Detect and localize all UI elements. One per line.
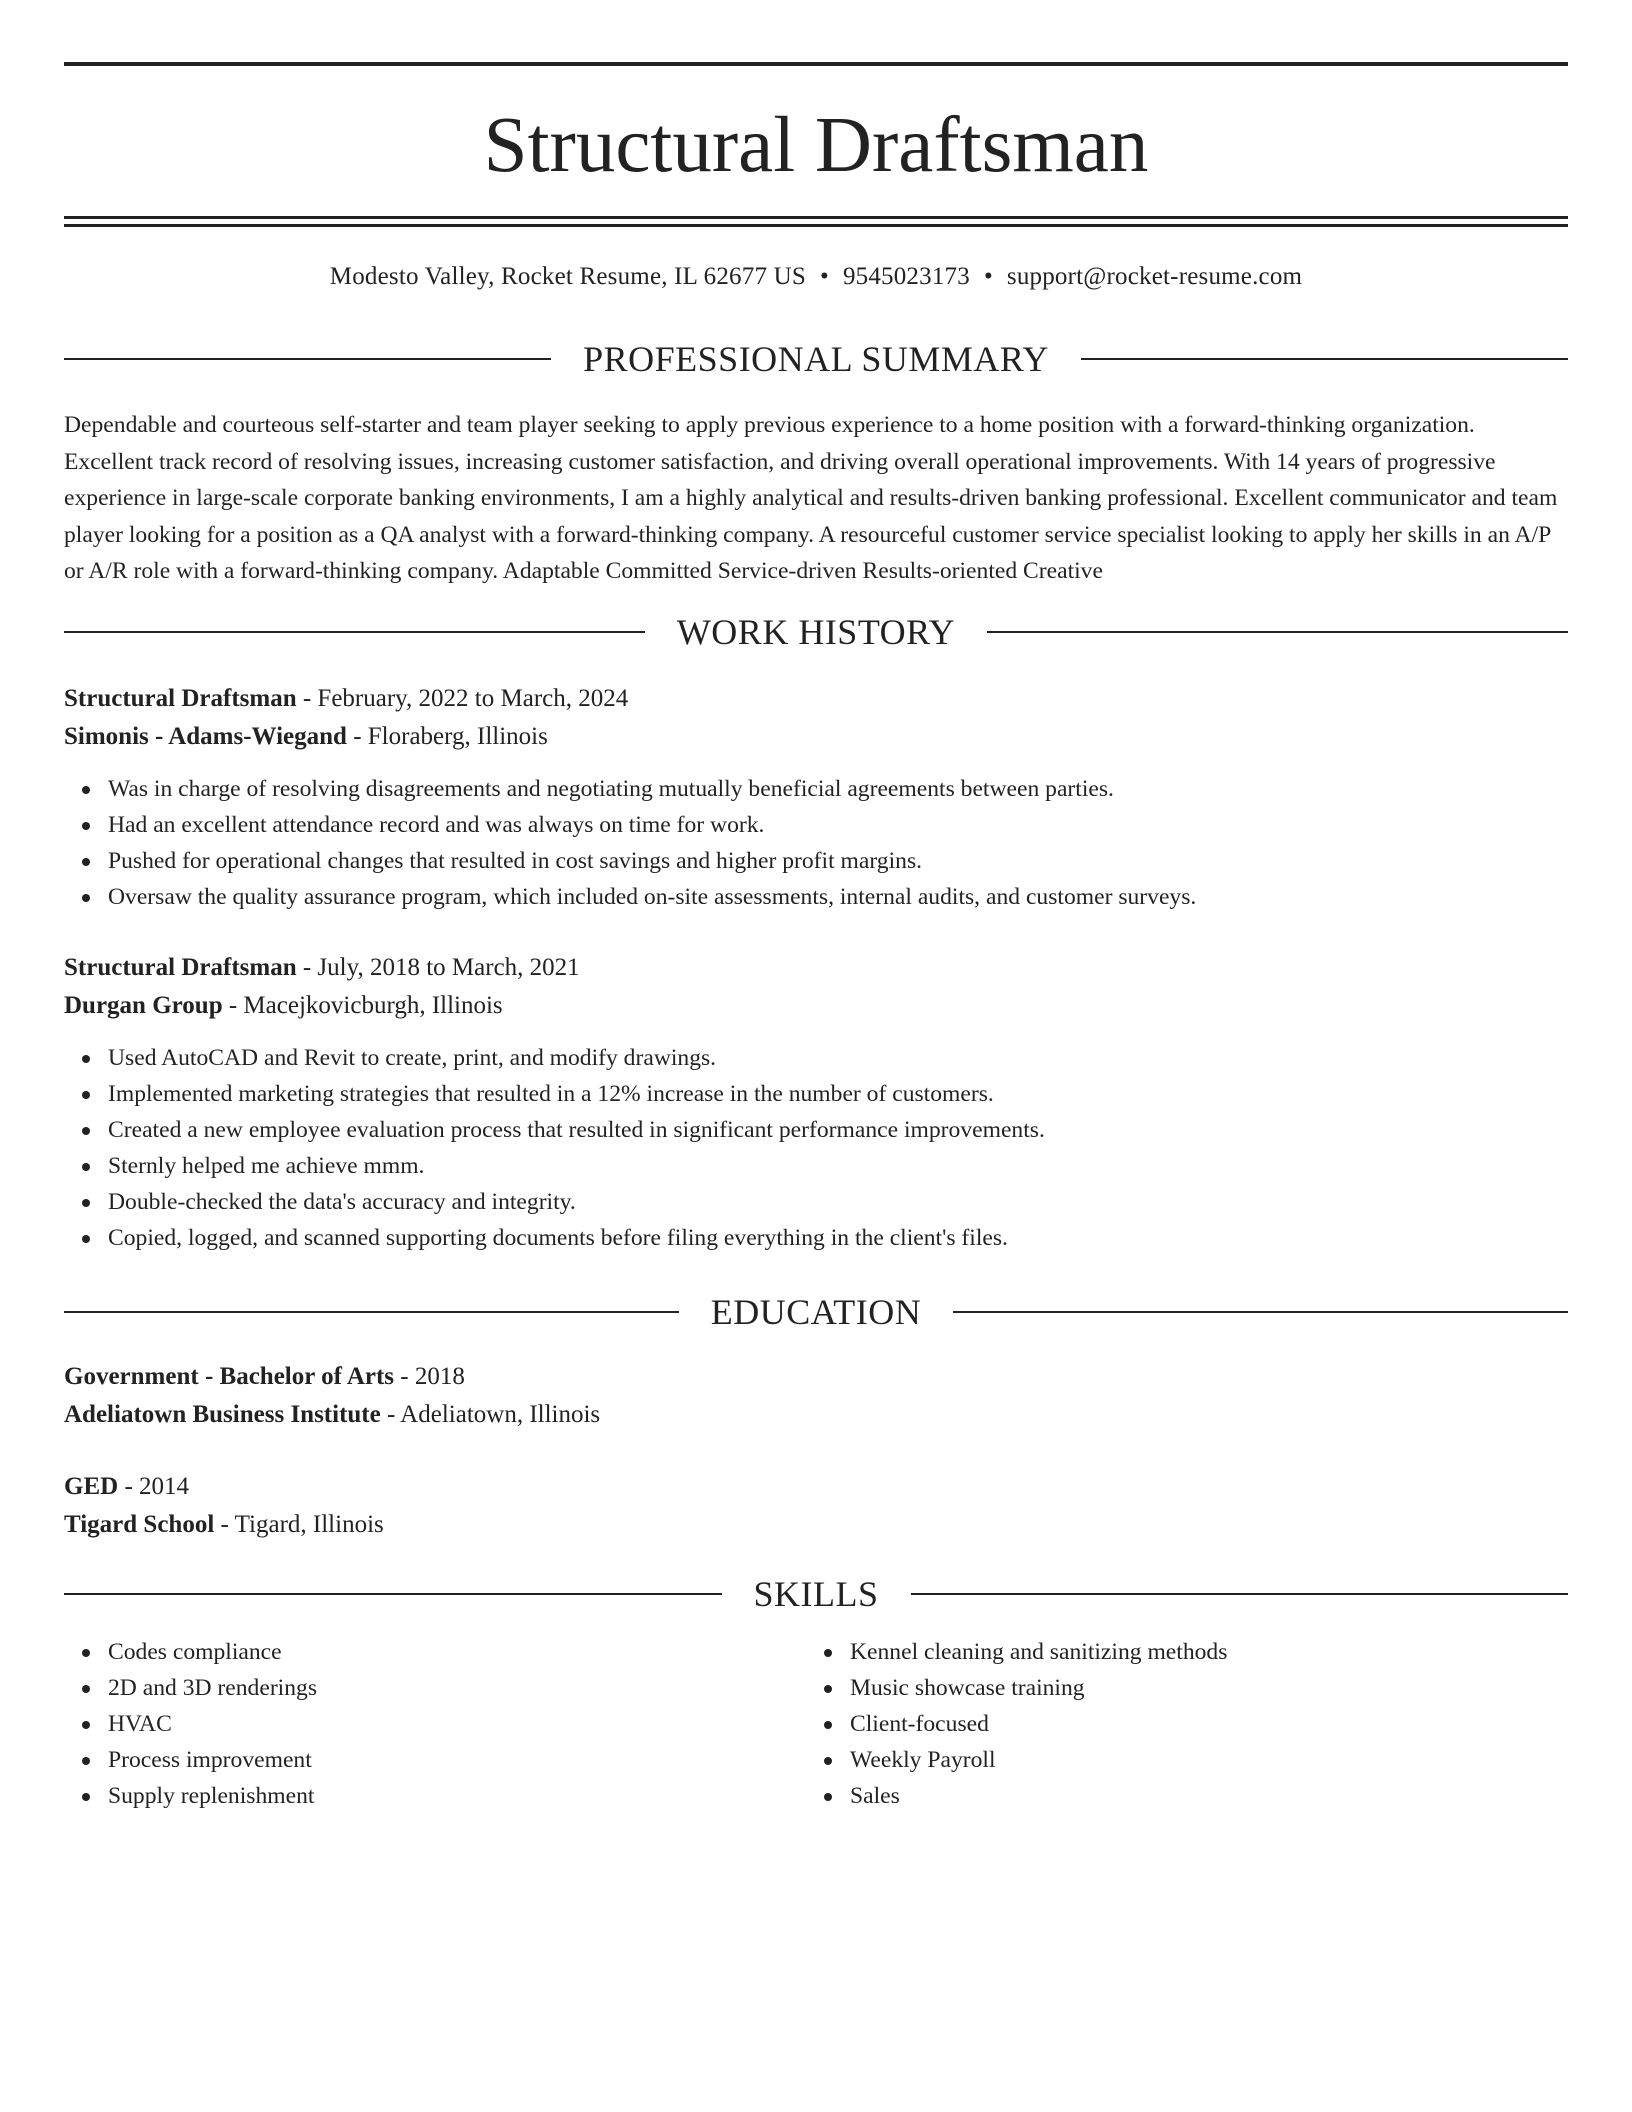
summary-text: Dependable and courteous self-starter and team player seeking to apply previous experience to a home position with a forward-thinking organization. Excellent track record of resolving issues, increasing customer satisfaction, and driving overall operational improvements. With 14 years of progressive experience in large-scale corporate banking environments, I am a highly analytical and results-driven banking professional. Excellent communicator and team player looking for a position as a QA analyst with a forward-thinking company. A resourceful customer service specialist looking to apply her skills in an A/P or A/R role with a forward-thinking company. Adaptable Committed Service-driven Results-oriented Creative [64, 412, 1558, 584]
section-heading-education [64, 1291, 1568, 1332]
job-company: Simonis - Adams-Wiegand [64, 722, 347, 750]
skill-item: Music showcase training [850, 1670, 1548, 1706]
list-item: Created a new employee evaluation process that resulted in significant performance improvements. [108, 1112, 1568, 1148]
skills-column-right [806, 1634, 1548, 1814]
skill-item: Sales [850, 1778, 1548, 1814]
contact-phone: 9545023173 [842, 263, 970, 290]
education-school: Tigard School [64, 1510, 215, 1538]
job-bullets [64, 1040, 1568, 1256]
list-item: Had an excellent attendance record and was always on time for work. [108, 807, 1568, 843]
contact-email: support@rocket-resume.com [1006, 263, 1303, 290]
skill-item: HVAC [108, 1706, 806, 1742]
section-heading-work-history [64, 611, 1568, 652]
education-year: - 2014 [118, 1472, 190, 1500]
list-item: Sternly helped me achieve mmm. [108, 1148, 1568, 1184]
education-year: - 2018 [394, 1362, 465, 1390]
section-title: EDUCATION [710, 1291, 922, 1332]
section-title: SKILLS [753, 1573, 879, 1614]
contact-separator: • [819, 263, 829, 290]
section-heading-skills [64, 1573, 1568, 1614]
heading-rule [64, 358, 551, 360]
heading-rule [64, 631, 645, 633]
list-item: Copied, logged, and scanned supporting documents before filing everything in the client's files. [108, 1220, 1568, 1256]
list-item: Used AutoCAD and Revit to create, print, and modify drawings. [108, 1040, 1568, 1076]
education-location: - Tigard, Illinois [214, 1510, 384, 1538]
job-title-line [64, 680, 1568, 718]
education-school: Adeliatown Business Institute [64, 1400, 381, 1428]
contact-line [64, 263, 1568, 291]
contact-separator: • [983, 263, 993, 290]
list-item: Implemented marketing strategies that resulted in a 12% increase in the number of customers. [108, 1076, 1568, 1112]
list-item: Double-checked the data's accuracy and integrity. [108, 1184, 1568, 1220]
skill-item: Client-focused [850, 1706, 1548, 1742]
list-item: Was in charge of resolving disagreements and negotiating mutually beneficial agreements between parties. [108, 771, 1568, 807]
section-title: WORK HISTORY [676, 611, 956, 652]
title-double-rule [64, 216, 1568, 227]
education-school-line [64, 1506, 1568, 1544]
heading-rule [911, 1593, 1569, 1595]
heading-rule [987, 631, 1568, 633]
list-item: Oversaw the quality assurance program, which included on-site assessments, internal audits, and customer surveys. [108, 879, 1568, 915]
job-location: - Macejkovicburgh, Illinois [222, 991, 503, 1019]
job-entry [64, 949, 1568, 1256]
job-company-line [64, 987, 1568, 1025]
resume-title: Structural Draftsman [483, 102, 1149, 189]
job-entry [64, 680, 1568, 915]
contact-address: Modesto Valley, Rocket Resume, IL 62677 US [329, 263, 806, 290]
job-location: - Floraberg, Illinois [346, 722, 548, 750]
education-school-line [64, 1396, 1568, 1434]
education-entry [64, 1358, 1568, 1434]
heading-rule [1081, 358, 1568, 360]
education-degree: Government - Bachelor of Arts [64, 1362, 395, 1390]
section-heading-summary [64, 341, 1568, 377]
heading-rule [64, 1593, 722, 1595]
section-title: PROFESSIONAL SUMMARY [583, 339, 1049, 379]
skill-item: Kennel cleaning and sanitizing methods [850, 1634, 1548, 1670]
heading-rule [953, 1311, 1568, 1313]
education-location: - Adeliatown, Illinois [380, 1400, 601, 1428]
skill-item: Process improvement [108, 1742, 806, 1778]
resume-page [64, 0, 1568, 1814]
job-role: Structural Draftsman [64, 684, 297, 712]
education-degree-line [64, 1358, 1568, 1396]
job-company-line [64, 718, 1568, 756]
job-bullets [64, 771, 1568, 915]
education-degree-line [64, 1468, 1568, 1506]
job-title-line [64, 949, 1568, 987]
education-degree: GED [64, 1472, 119, 1500]
skill-item: Codes compliance [108, 1634, 806, 1670]
skills-column-left [64, 1634, 806, 1814]
skill-item: Weekly Payroll [850, 1742, 1548, 1778]
skills-grid [64, 1634, 1568, 1814]
list-item: Pushed for operational changes that resulted in cost savings and higher profit margins. [108, 843, 1568, 879]
job-dates: - July, 2018 to March, 2021 [296, 953, 580, 981]
job-role: Structural Draftsman [64, 953, 297, 981]
education-entry [64, 1468, 1568, 1544]
skill-item: Supply replenishment [108, 1778, 806, 1814]
heading-rule [64, 1311, 679, 1313]
job-company: Durgan Group [64, 991, 223, 1019]
job-dates: - February, 2022 to March, 2024 [296, 684, 629, 712]
skill-item: 2D and 3D renderings [108, 1670, 806, 1706]
